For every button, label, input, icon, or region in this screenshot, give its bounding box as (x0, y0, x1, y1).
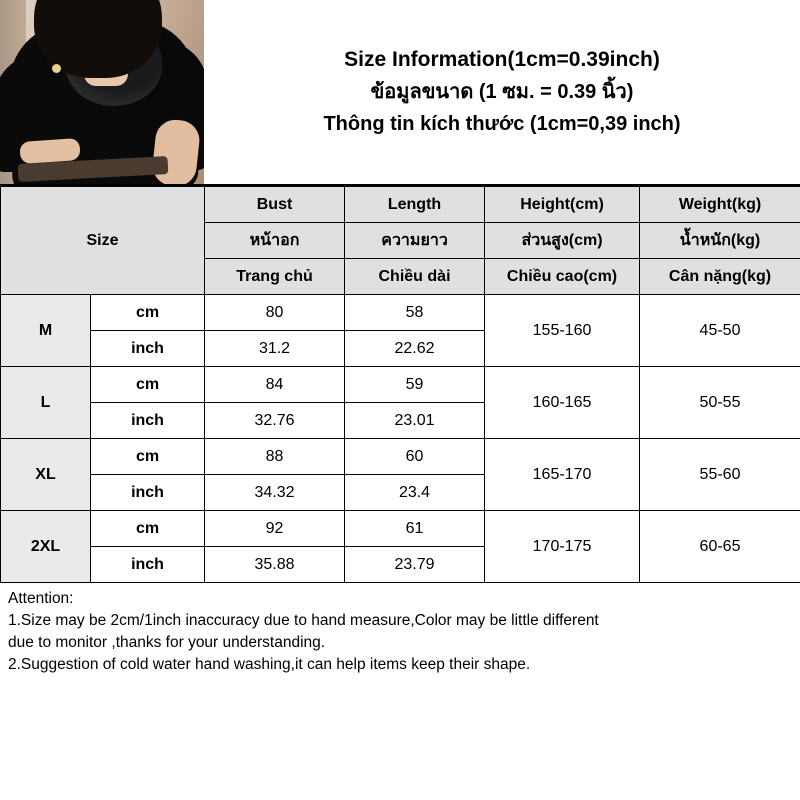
length-inch-2xl: 23.79 (345, 547, 485, 583)
bust-inch-2xl: 35.88 (205, 547, 345, 583)
bust-inch-m: 31.2 (205, 331, 345, 367)
title-block (204, 0, 800, 184)
bust-cm-xl: 88 (205, 439, 345, 475)
bust-cm-l: 84 (205, 367, 345, 403)
size-label-m: M (1, 295, 91, 367)
size-label-xl: XL (1, 439, 91, 511)
height-m: 155-160 (485, 295, 640, 367)
height-l: 160-165 (485, 367, 640, 439)
header (0, 0, 800, 186)
length-cm-l: 59 (345, 367, 485, 403)
title-vietnamese: Thông tin kích thước (1cm=0,39 inch) (323, 113, 681, 136)
table-row (1, 439, 800, 475)
col-header-height-vi: Chiều cao(cm) (485, 259, 640, 295)
col-header-length-th: ความยาว (345, 223, 485, 259)
weight-2xl: 60-65 (640, 511, 800, 583)
attention-heading: Attention: (8, 590, 74, 607)
unit-cm: cm (91, 511, 205, 547)
height-2xl: 170-175 (485, 511, 640, 583)
unit-cm: cm (91, 295, 205, 331)
col-header-length-en: Length (345, 187, 485, 223)
unit-inch: inch (91, 331, 205, 367)
bust-cm-m: 80 (205, 295, 345, 331)
photo-earring (52, 64, 61, 73)
table-row (1, 295, 800, 331)
weight-l: 50-55 (640, 367, 800, 439)
weight-xl: 55-60 (640, 439, 800, 511)
unit-cm: cm (91, 439, 205, 475)
size-label-l: L (1, 367, 91, 439)
bottom-whitespace (0, 681, 800, 729)
size-label-2xl: 2XL (1, 511, 91, 583)
bust-inch-l: 32.76 (205, 403, 345, 439)
unit-inch: inch (91, 403, 205, 439)
bust-inch-xl: 34.32 (205, 475, 345, 511)
col-header-bust-th: หน้าอก (205, 223, 345, 259)
col-header-height-en: Height(cm) (485, 187, 640, 223)
size-table (0, 186, 800, 583)
col-header-weight-vi: Cân nặng(kg) (640, 259, 800, 295)
unit-inch: inch (91, 475, 205, 511)
length-inch-m: 22.62 (345, 331, 485, 367)
unit-cm: cm (91, 367, 205, 403)
height-xl: 165-170 (485, 439, 640, 511)
bust-cm-2xl: 92 (205, 511, 345, 547)
weight-m: 45-50 (640, 295, 800, 367)
attention-block (0, 583, 800, 681)
size-word-cell: Size (1, 187, 205, 295)
attention-line-1: 1.Size may be 2cm/1inch inaccuracy due to hand measure,Color may be little different (8, 611, 599, 629)
product-photo (0, 0, 204, 184)
col-header-bust-en: Bust (205, 187, 345, 223)
length-inch-l: 23.01 (345, 403, 485, 439)
title-thai: ข้อมูลขนาด (1 ซม. = 0.39 นิ้ว) (370, 81, 634, 104)
table-row (1, 511, 800, 547)
col-header-weight-en: Weight(kg) (640, 187, 800, 223)
attention-line-3: 2.Suggestion of cold water hand washing,it can help items keep their shape. (8, 655, 531, 673)
title-english: Size Information(1cm=0.39inch) (344, 47, 660, 71)
col-header-length-vi: Chiều dài (345, 259, 485, 295)
col-header-weight-th: น้ำหนัก(kg) (640, 223, 800, 259)
length-cm-2xl: 61 (345, 511, 485, 547)
unit-inch: inch (91, 547, 205, 583)
col-header-height-th: ส่วนสูง(cm) (485, 223, 640, 259)
length-cm-m: 58 (345, 295, 485, 331)
length-cm-xl: 60 (345, 439, 485, 475)
table-header-row-en (1, 187, 800, 223)
table-row (1, 367, 800, 403)
length-inch-xl: 23.4 (345, 475, 485, 511)
attention-line-2: due to monitor ,thanks for your understanding. (8, 633, 326, 651)
col-header-bust-vi: Trang chủ (205, 259, 345, 295)
